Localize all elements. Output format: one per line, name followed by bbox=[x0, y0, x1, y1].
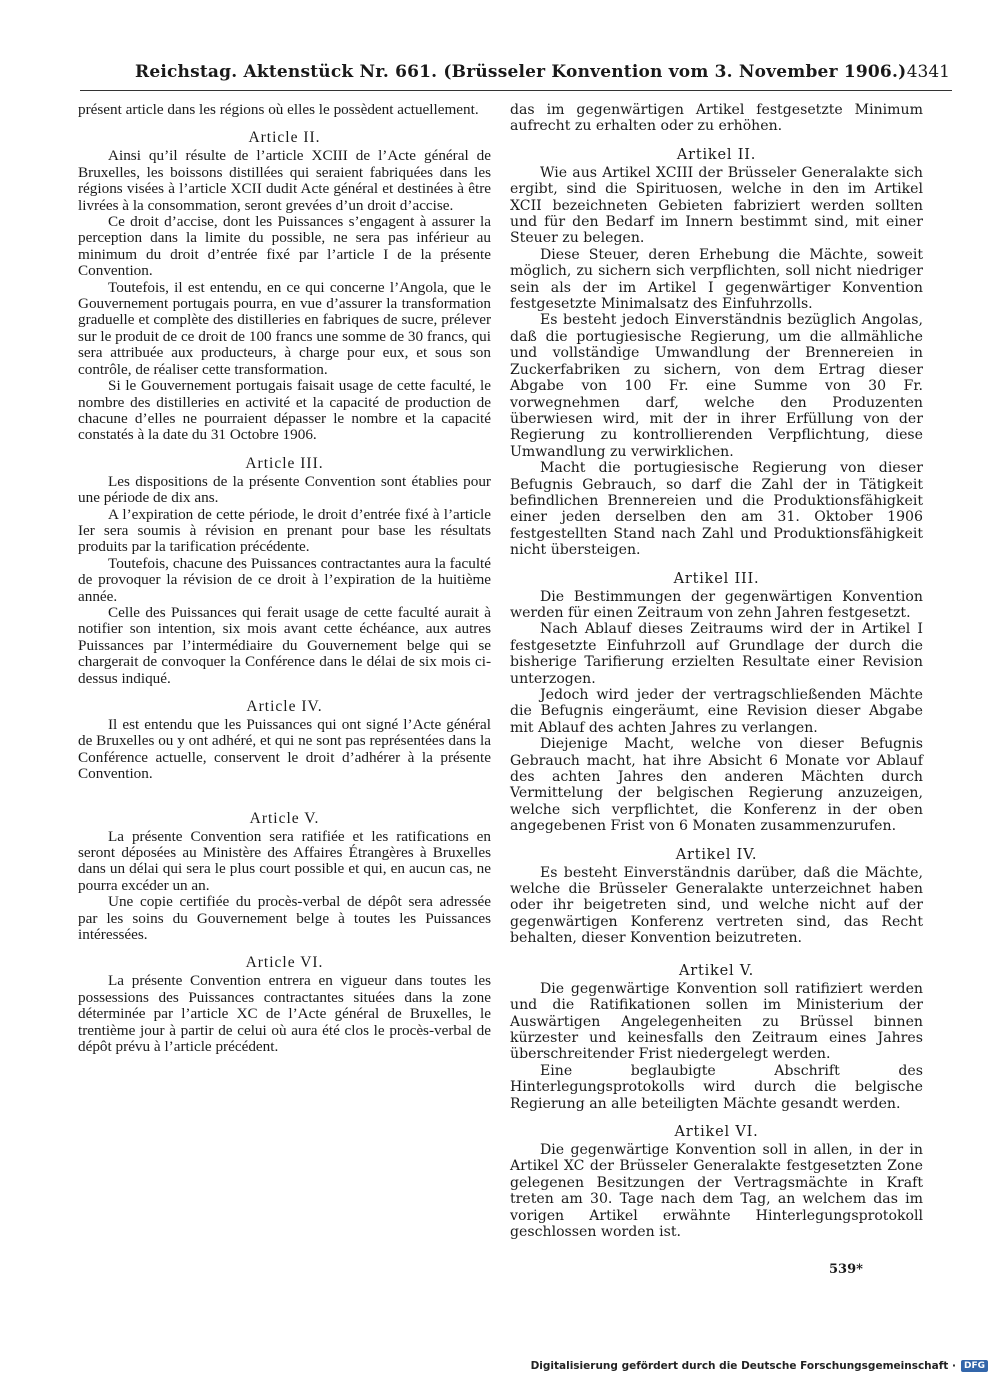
page-number: 4341 bbox=[906, 62, 950, 82]
french-column bbox=[78, 102, 491, 1056]
article-heading: Artikel VI. bbox=[674, 1123, 759, 1140]
paragraph: Die gegenwärtige Konvention soll ratifiziert werden und die Ratifikationen sollen im Ministerium der Auswärtigen Angelegenheiten zu Brüssel binnen kürzester und keinesfalls den Zeitraum eines Jahres überschreitender Frist niedergelegt werden. bbox=[510, 980, 923, 1063]
paragraph: Nach Ablauf dieses Zeitraums wird der in Artikel I festgesetzte Einfuhrzoll auf Grundlage der durch die bisherige Tarifierung erzielten Resultate einer Revision unterzogen. bbox=[510, 621, 923, 687]
dfg-logo-icon: DFG bbox=[961, 1360, 988, 1372]
paragraph: Ce droit d’accise, dont les Puissances s’engagent à assurer la perception dans la limite du possible, ne sera pas inférieur au minimum du droit d’entrée fixé par l’article I de la présente Convention. bbox=[78, 213, 491, 280]
page-header bbox=[135, 62, 950, 84]
paragraph: A l’expiration de cette période, le droit d’entrée fixé à l’article Ier sera soumis à révision en prenant pour base les résultats produits par la tarification précédente. bbox=[78, 505, 491, 556]
paragraph: Les dispositions de la présente Convention sont établies pour une période de dix ans. bbox=[78, 472, 491, 507]
article-heading: Artikel V. bbox=[678, 962, 755, 979]
paragraph: Die gegenwärtige Konvention soll in allen, in der in Artikel XC der Brüsseler Generalakte festgesetzten Zone gelegenen Besitzungen der Vertragsmächte in Kraft treten am 30. Tage nach dem Tag, an welchem das im vorigen Artikel erwähnte Hinterlegungsprotokoll geschlossen worden ist. bbox=[510, 1141, 923, 1240]
paragraph: La présente Convention sera ratifiée et les ratifications en seront déposées au Ministère des Affaires Étrangères à Bruxelles dans un délai qui sera le plus court possible et qui, en aucun cas, ne pourra excéder un an. bbox=[78, 827, 491, 894]
article-heading: Artikel II. bbox=[676, 146, 757, 163]
paragraph: Une copie certifiée du procès-verbal de dépôt sera adressée par les soins du Gouvernement belge à toutes les Puissances intéressées. bbox=[78, 893, 491, 944]
paragraph: Die Bestimmungen der gegenwärtigen Konvention werden für einen Zeitraum von zehn Jahren festgesetzt. bbox=[510, 588, 923, 621]
paragraph: La présente Convention entrera en vigueur dans toutes les possessions des Puissances contractantes situées dans la zone déterminée par l’article XC de l’Acte général de Bruxelles, le trentième jour à partir de celui où aura été clos le procès-verbal de dépôt prévu à l’article précédent. bbox=[78, 972, 491, 1056]
signature-mark: 539* bbox=[829, 1262, 863, 1277]
article-heading: Article III. bbox=[245, 454, 324, 472]
paragraph: Es besteht Einverständnis darüber, daß die Mächte, welche die Brüsseler Generalakte unterzeichnet haben oder ihr beigetreten sind, und welche nicht auf der gegenwärtigen Konferenz vertreten sind, das Recht behalten, dieser Konvention beizutreten. bbox=[510, 864, 923, 947]
paragraph: Jedoch wird jeder der vertragschließenden Mächte die Befugnis eingeräumt, eine Revision dieser Abgabe mit Ablauf des achten Jahres zu verlangen. bbox=[510, 687, 923, 736]
paragraph: Toutefois, chacune des Puissances contractantes aura la faculté de provoquer la révision de ce droit à l’expiration de la huitième année. bbox=[78, 554, 491, 605]
header-title: Reichstag. Aktenstück Nr. 661. (Brüsseler Konvention vom 3. November 1906.) bbox=[135, 62, 907, 82]
paragraph: Diejenige Macht, welche von dieser Befugnis Gebrauch macht, hat ihre Absicht 6 Monate vor Ablauf des achten Jahres den anderen Mächten durch Vermittelung der belgischen Regierung anzuzeigen, welche sich verpflichtet, die Konferenz in der oben angegebenen Frist von 6 Monaten zusammenzurufen. bbox=[510, 736, 923, 835]
paragraph: Wie aus Artikel XCIII der Brüsseler Generalakte sich ergibt, sind die Spirituosen, welche in den im Artikel XCII bezeichneten Gebieten fabriziert werden sollten und für den Bedarf im Innern bestimmt sind, mit einer Steuer zu belegen. bbox=[510, 164, 923, 247]
paragraph: présent article dans les régions où elles le possèdent actuellement. bbox=[78, 101, 479, 118]
article-heading: Article IV. bbox=[246, 698, 323, 715]
paragraph: Diese Steuer, deren Erhebung die Mächte, soweit möglich, zu sichern sich verpflichten, soll nicht niedriger sein als der im Artikel I gegenwärtiger Konvention festgesetzte Minimalsatz des Einfuhrzolls. bbox=[510, 246, 923, 313]
article-heading: Artikel III. bbox=[673, 570, 760, 587]
article-heading: Artikel IV. bbox=[675, 846, 758, 863]
article-heading: Article V. bbox=[249, 809, 320, 827]
article-heading: Article II. bbox=[248, 129, 321, 147]
german-column bbox=[510, 102, 923, 1240]
paragraph: Eine beglaubigte Abschrift des Hinterlegungsprotokolls wird durch die belgische Regierung an alle beteiligten Mächte gesandt werden. bbox=[510, 1062, 923, 1112]
header-rule bbox=[80, 90, 952, 91]
paragraph: Celle des Puissances qui ferait usage de cette faculté aurait à notifier son intention, six mois avant cette échéance, aux autres Puissances par l’intermédiaire du Gouvernement belge qui se chargerait de convoquer la Conférence dans le délai de six mois ci-dessus indiqué. bbox=[78, 603, 491, 687]
footer-text: Digitalisierung gefördert durch die Deutsche Forschungsgemeinschaft · bbox=[530, 1360, 956, 1372]
article-heading: Article VI. bbox=[245, 954, 324, 972]
paragraph: Toutefois, il est entendu, en ce qui concerne l’Angola, que le Gouvernement portugais pourra, en vue d’assurer la transformation graduelle et complète des distilleries en fabriques de sucre, prélever sur le produit de ce droit de 100 francs une somme de 30 francs, qui sera attribuée aux producteurs, à charge pour eux, et sous son contrôle, de réaliser cette transformation. bbox=[78, 278, 491, 378]
paragraph: Si le Gouvernement portugais faisait usage de cette faculté, le nombre des distilleries en activité et la capacité de production de chacune d’elles ne pourraient dépasser le nombre et la capacité constatés à la date du 31 Octobre 1906. bbox=[78, 377, 491, 444]
paragraph: Macht die portugiesische Regierung von dieser Befugnis Gebrauch, so darf die Zahl der in Tätigkeit befindlichen Brennereien und die Produktionsfähigkeit einer jeden derselben den am 31. Oktober 1906 festgestellten Stand nach Zahl und Produktionsfähigkeit nicht übersteigen. bbox=[510, 460, 923, 559]
paragraph: das im gegenwärtigen Artikel festgesetzte Minimum aufrecht zu erhalten oder zu erhöhen. bbox=[510, 102, 923, 135]
paragraph: Ainsi qu’il résulte de l’article XCIII de l’Acte général de Bruxelles, les boissons distillées qui seraient fabriquées dans les régions visées à l’article XCII dudit Acte général et destinées à être livrées à la consommation, seront grevées d’un droit d’accise. bbox=[78, 147, 491, 214]
paragraph: Il est entendu que les Puissances qui ont signé l’Acte général de Bruxelles ou y ont adhéré, et qui ne sont pas représentées dans la Conférence actuelle, conservent le droit d’adhérer à la présente Convention. bbox=[78, 716, 491, 783]
paragraph: Es besteht jedoch Einverständnis bezüglich Angolas, daß die portugiesische Regierung, um die allmähliche und vollständige Umwandlung der Brennereien in Zuckerfabriken zu sichern, von dem Ertrag dieser Abgabe von 100 Fr. eine Summe von 30 Fr. vorwegnehmen darf, welche den Produzenten überwiesen wird, mit der in ihrer Erfüllung von der Regierung zu kontrollierenden Verpflichtung, diese Umwandlung zu verwirklichen. bbox=[510, 312, 923, 460]
digitization-footer bbox=[531, 1360, 988, 1372]
